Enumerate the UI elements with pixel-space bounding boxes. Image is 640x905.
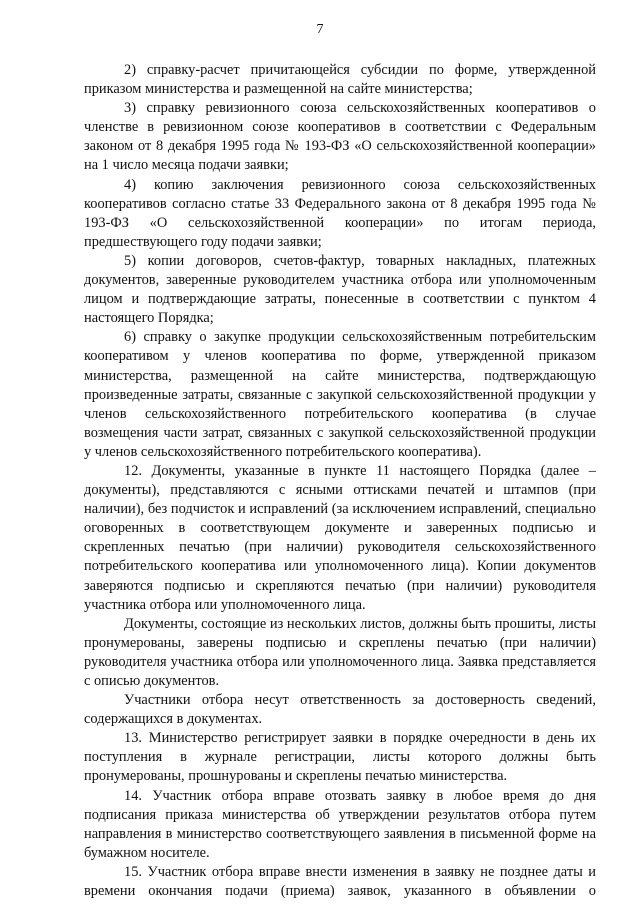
paragraph-section-14-withdrawal: 14. Участник отбора вправе отозвать заявку в любое время до дня подписания приказа министерства об утверждении результатов отбора путем направления в министерство соответствующего заявления в письменной форме на бумажном носителе. xyxy=(84,787,596,861)
paragraph-item-2-subsidy-calculation: 2) справку-расчет причитающейся субсидии по форме, утвержденной приказом министерства и размещенной на сайте министерства; xyxy=(84,62,596,98)
paragraph-item-6-purchase-certificate: 6) справку о закупке продукции сельскохозяйственным потребительским кооперативом у членов кооператива по форме, утвержденной приказом министерства, размещенной на сайте министерства, подтверждающую произведенные затраты, связанные с закупкой сельскохозяйственной продукции у членов сельскохозяйственного потребительского кооператива (в случае возмещения части затрат, связанных с закупкой сельскохозяйственной продукции у членов сельскохозяйственного потребительского кооператива). xyxy=(84,329,596,460)
paragraph-multi-sheet-documents: Документы, состоящие из нескольких листов, должны быть прошиты, листы пронумерованы, заверены подписью и скреплены печатью (при наличии) руководителя участника отбора или уполномоченного лица. Заявка представляется с описью документов. xyxy=(84,615,596,689)
paragraph-section-12-documents: 12. Документы, указанные в пункте 11 настоящего Порядка (далее – документы), представляются с ясными оттисками печатей и штампов (при наличии), без подчисток и исправлений (за исключением исправлений, специально оговоренных в соответствующем документе и заверенных подписью и скрепленных печатью (при наличии) руководителя сельскохозяйственного потребительского кооператива или уполномоченного лица). Копии документов заверяются подписью и скрепляются печатью (при наличии) руководителя участника отбора или уполномоченного лица. xyxy=(84,462,596,613)
paragraph-section-13-registration: 13. Министерство регистрирует заявки в порядке очередности в день их поступления в журнале регистрации, листы которого должны быть пронумерованы, прошнурованы и скреплены печатью министерства. xyxy=(84,730,596,785)
paragraph-item-3-audit-union-certificate: 3) справку ревизионного союза сельскохозяйственных кооперативов о членстве в ревизионном союзе кооперативов в соответствии с Федеральным законом от 8 декабря 1995 года № 193-ФЗ «О сельскохозяйственной кооперации» на 1 число месяца подачи заявки; xyxy=(84,100,596,174)
page-number: 7 xyxy=(316,22,324,37)
document-body xyxy=(84,61,596,901)
paragraph-participant-responsibility: Участники отбора несут ответственность за достоверность сведений, содержащихся в документах. xyxy=(84,692,596,728)
paragraph-item-5-contract-copies: 5) копии договоров, счетов-фактур, товарных накладных, платежных документов, заверенные руководителем участника отбора или уполномоченным лицом и подтверждающие затраты, понесенные в соответствии с пунктом 4 настоящего Порядка; xyxy=(84,252,596,327)
paragraph-item-4-audit-conclusion-copy: 4) копию заключения ревизионного союза сельскохозяйственных кооперативов согласно статье 33 Федерального закона от 8 декабря 1995 года № 193-ФЗ «О сельскохозяйственной кооперации» по итогам периода, предшествующего году подачи заявки; xyxy=(84,176,596,250)
paragraph-section-15-changes: 15. Участник отбора вправе внести изменения в заявку не позднее даты и времени окончания подачи (приема) заявок, указанного в объявлении о xyxy=(84,863,596,900)
